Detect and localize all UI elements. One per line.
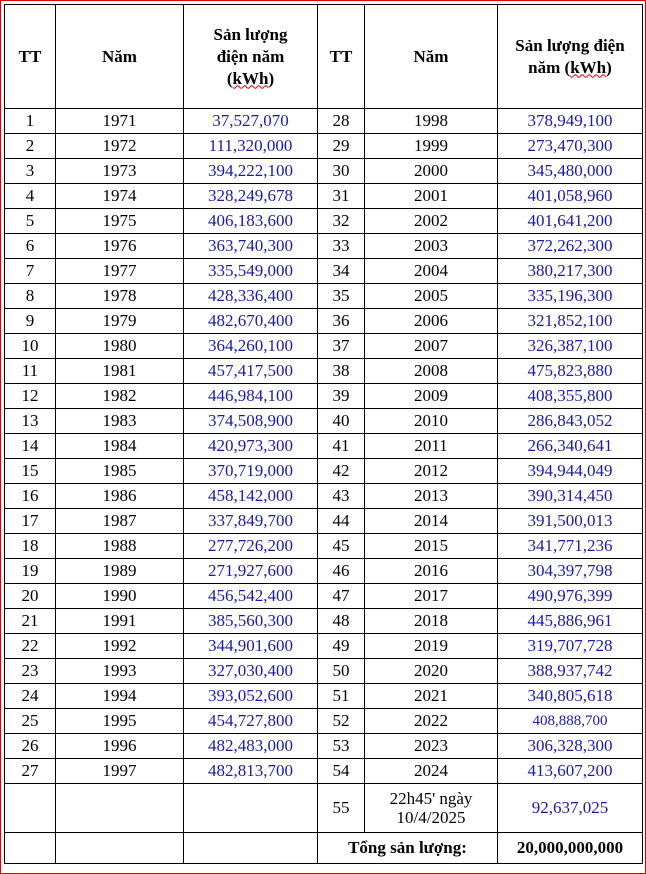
row-year: 1977 [56, 259, 184, 284]
row-tt: 5 [5, 209, 56, 234]
row-year: 1997 [56, 759, 184, 784]
row-year: 1990 [56, 584, 184, 609]
table-row [5, 209, 643, 234]
table-row [5, 284, 643, 309]
row-value: 337,849,700 [184, 509, 318, 534]
table-row [5, 559, 643, 584]
row-year: 1986 [56, 484, 184, 509]
row-tt: 3 [5, 159, 56, 184]
row-year-right: 2005 [365, 284, 498, 309]
table-row [5, 609, 643, 634]
row-year-right: 2004 [365, 259, 498, 284]
row-value: 420,973,300 [184, 434, 318, 459]
row-tt-right: 47 [318, 584, 365, 609]
row-value: 277,726,200 [184, 534, 318, 559]
row-year: 1982 [56, 384, 184, 409]
row-tt-right: 42 [318, 459, 365, 484]
row-value-right: 408,888,700 [498, 709, 643, 734]
row-year: 1981 [56, 359, 184, 384]
table-row [5, 434, 643, 459]
row-value: 393,052,600 [184, 684, 318, 709]
row-value: 457,417,500 [184, 359, 318, 384]
row-tt-right: 41 [318, 434, 365, 459]
row-tt: 8 [5, 284, 56, 309]
row-tt: 11 [5, 359, 56, 384]
row-tt-right: 39 [318, 384, 365, 409]
table-row [5, 459, 643, 484]
row-year: 1993 [56, 659, 184, 684]
header-output-right [498, 5, 643, 109]
row-year-right: 2000 [365, 159, 498, 184]
row-tt: 15 [5, 459, 56, 484]
row-tt: 7 [5, 259, 56, 284]
row-year: 1983 [56, 409, 184, 434]
row-value: 385,560,300 [184, 609, 318, 634]
row-value: 364,260,100 [184, 334, 318, 359]
header-output-right-open: ( [564, 57, 571, 77]
row-year-right: 2018 [365, 609, 498, 634]
row-tt-right: 51 [318, 684, 365, 709]
row-year-right: 2013 [365, 484, 498, 509]
row-tt: 6 [5, 234, 56, 259]
row-value-right: 286,843,052 [498, 409, 643, 434]
total-empty-cell [5, 833, 56, 864]
extra-year [365, 784, 498, 833]
row-year: 1971 [56, 109, 184, 134]
row-year-right: 1999 [365, 134, 498, 159]
table-row [5, 234, 643, 259]
total-empty-cell [56, 833, 184, 864]
row-year-right: 2007 [365, 334, 498, 359]
header-output-line2: điện năm [216, 46, 285, 66]
row-tt: 17 [5, 509, 56, 534]
row-tt: 2 [5, 134, 56, 159]
row-tt: 25 [5, 709, 56, 734]
header-tt-right: TT [318, 5, 365, 109]
table-row [5, 359, 643, 384]
extra-empty-cell [5, 784, 56, 833]
row-value-right: 345,480,000 [498, 159, 643, 184]
row-tt-right: 28 [318, 109, 365, 134]
row-year-right: 2017 [365, 584, 498, 609]
row-year-right: 2002 [365, 209, 498, 234]
row-value: 328,249,678 [184, 184, 318, 209]
row-year: 1979 [56, 309, 184, 334]
row-tt-right: 43 [318, 484, 365, 509]
row-value: 482,813,700 [184, 759, 318, 784]
row-tt: 23 [5, 659, 56, 684]
row-tt-right: 46 [318, 559, 365, 584]
row-value: 370,719,000 [184, 459, 318, 484]
row-year: 1987 [56, 509, 184, 534]
row-tt: 4 [5, 184, 56, 209]
row-tt-right: 49 [318, 634, 365, 659]
row-tt: 20 [5, 584, 56, 609]
row-year-right: 2011 [365, 434, 498, 459]
row-value: 363,740,300 [184, 234, 318, 259]
row-year-right: 2014 [365, 509, 498, 534]
row-tt-right: 48 [318, 609, 365, 634]
row-year-right: 2020 [365, 659, 498, 684]
row-year: 1973 [56, 159, 184, 184]
row-tt: 24 [5, 684, 56, 709]
table-row [5, 334, 643, 359]
row-value: 406,183,600 [184, 209, 318, 234]
row-value-right: 401,058,960 [498, 184, 643, 209]
total-label: Tổng sản lượng: [318, 833, 498, 864]
header-year-right: Năm [365, 5, 498, 109]
row-value: 394,222,100 [184, 159, 318, 184]
row-value: 428,336,400 [184, 284, 318, 309]
row-value-right: 408,355,800 [498, 384, 643, 409]
extra-year-line2: 10/4/2025 [396, 808, 466, 827]
row-tt: 12 [5, 384, 56, 409]
table-row [5, 534, 643, 559]
row-tt-right: 29 [318, 134, 365, 159]
row-year: 1995 [56, 709, 184, 734]
header-output-right-unit: kWh [570, 57, 607, 77]
row-year-right: 2001 [365, 184, 498, 209]
row-year-right: 2010 [365, 409, 498, 434]
row-tt: 1 [5, 109, 56, 134]
row-tt-right: 54 [318, 759, 365, 784]
row-tt: 16 [5, 484, 56, 509]
row-tt: 26 [5, 734, 56, 759]
row-year: 1975 [56, 209, 184, 234]
row-tt: 9 [5, 309, 56, 334]
row-tt-right: 33 [318, 234, 365, 259]
row-tt-right: 31 [318, 184, 365, 209]
table-row [5, 259, 643, 284]
extra-row [5, 784, 643, 833]
row-value-right: 266,340,641 [498, 434, 643, 459]
row-year-right: 2021 [365, 684, 498, 709]
row-year: 1994 [56, 684, 184, 709]
row-value-right: 475,823,880 [498, 359, 643, 384]
row-tt-right: 44 [318, 509, 365, 534]
row-year: 1991 [56, 609, 184, 634]
row-value-right: 340,805,618 [498, 684, 643, 709]
row-value-right: 341,771,236 [498, 534, 643, 559]
row-value-right: 304,397,798 [498, 559, 643, 584]
row-year-right: 2015 [365, 534, 498, 559]
row-year: 1980 [56, 334, 184, 359]
table-row [5, 659, 643, 684]
power-output-table [4, 4, 643, 864]
row-value-right: 391,500,013 [498, 509, 643, 534]
row-value-right: 394,944,049 [498, 459, 643, 484]
row-value: 454,727,800 [184, 709, 318, 734]
table-row [5, 684, 643, 709]
row-value: 271,927,600 [184, 559, 318, 584]
row-tt-right: 50 [318, 659, 365, 684]
table-row [5, 409, 643, 434]
row-value-right: 413,607,200 [498, 759, 643, 784]
row-tt-right: 30 [318, 159, 365, 184]
row-tt: 22 [5, 634, 56, 659]
row-year: 1985 [56, 459, 184, 484]
row-value-right: 326,387,100 [498, 334, 643, 359]
row-year: 1992 [56, 634, 184, 659]
row-value: 335,549,000 [184, 259, 318, 284]
header-output-right-line1: Sản lượng điện [515, 35, 625, 55]
row-value-right: 388,937,742 [498, 659, 643, 684]
row-value-right: 306,328,300 [498, 734, 643, 759]
row-value: 374,508,900 [184, 409, 318, 434]
table-row [5, 309, 643, 334]
table-row [5, 734, 643, 759]
row-year: 1984 [56, 434, 184, 459]
row-year-right: 2012 [365, 459, 498, 484]
row-tt: 18 [5, 534, 56, 559]
row-value-right: 378,949,100 [498, 109, 643, 134]
row-tt-right: 34 [318, 259, 365, 284]
row-year-right: 2024 [365, 759, 498, 784]
header-output-line1: Sản lượng [213, 24, 288, 44]
table-row [5, 184, 643, 209]
row-value: 111,320,000 [184, 134, 318, 159]
row-year: 1974 [56, 184, 184, 209]
row-tt-right: 52 [318, 709, 365, 734]
row-tt: 19 [5, 559, 56, 584]
total-value: 20,000,000,000 [498, 833, 643, 864]
table-row [5, 159, 643, 184]
row-value: 327,030,400 [184, 659, 318, 684]
row-year: 1989 [56, 559, 184, 584]
row-value-right: 319,707,728 [498, 634, 643, 659]
table-row [5, 634, 643, 659]
row-value-right: 273,470,300 [498, 134, 643, 159]
row-year-right: 2003 [365, 234, 498, 259]
row-year-right: 2023 [365, 734, 498, 759]
extra-empty-cell [184, 784, 318, 833]
row-year: 1996 [56, 734, 184, 759]
row-tt-right: 53 [318, 734, 365, 759]
row-tt-right: 36 [318, 309, 365, 334]
extra-empty-cell [56, 784, 184, 833]
table-row [5, 384, 643, 409]
row-value-right: 445,886,961 [498, 609, 643, 634]
total-empty-cell [184, 833, 318, 864]
row-value: 37,527,070 [184, 109, 318, 134]
header-output-open: ( [226, 68, 233, 88]
extra-tt: 55 [318, 784, 365, 833]
row-year-right: 2019 [365, 634, 498, 659]
table-row [5, 584, 643, 609]
row-tt-right: 38 [318, 359, 365, 384]
row-tt: 27 [5, 759, 56, 784]
header-output-right-line2: năm [528, 57, 561, 77]
row-value-right: 490,976,399 [498, 584, 643, 609]
table-row [5, 109, 643, 134]
row-tt: 13 [5, 409, 56, 434]
table-row [5, 709, 643, 734]
row-tt-right: 40 [318, 409, 365, 434]
row-tt: 14 [5, 434, 56, 459]
row-value: 344,901,600 [184, 634, 318, 659]
row-value: 458,142,000 [184, 484, 318, 509]
header-tt: TT [5, 5, 56, 109]
extra-year-line1: 22h45' ngày [389, 789, 473, 808]
table-row [5, 759, 643, 784]
row-tt-right: 35 [318, 284, 365, 309]
row-value: 446,984,100 [184, 384, 318, 409]
row-tt-right: 37 [318, 334, 365, 359]
row-year-right: 2009 [365, 384, 498, 409]
row-year: 1976 [56, 234, 184, 259]
table-row [5, 509, 643, 534]
row-value-right: 380,217,300 [498, 259, 643, 284]
row-year: 1978 [56, 284, 184, 309]
row-value: 482,670,400 [184, 309, 318, 334]
header-output-unit: kWh [232, 68, 269, 88]
row-year-right: 2006 [365, 309, 498, 334]
header-output [184, 5, 318, 109]
header-output-close: ) [268, 68, 275, 88]
row-year-right: 2022 [365, 709, 498, 734]
header-output-right-close: ) [606, 57, 612, 77]
row-year: 1972 [56, 134, 184, 159]
header-row [5, 5, 643, 109]
row-value-right: 390,314,450 [498, 484, 643, 509]
row-tt: 21 [5, 609, 56, 634]
row-tt: 10 [5, 334, 56, 359]
row-tt-right: 32 [318, 209, 365, 234]
header-year: Năm [56, 5, 184, 109]
row-value-right: 321,852,100 [498, 309, 643, 334]
row-value: 456,542,400 [184, 584, 318, 609]
row-tt-right: 45 [318, 534, 365, 559]
row-value-right: 372,262,300 [498, 234, 643, 259]
row-year-right: 1998 [365, 109, 498, 134]
row-value-right: 335,196,300 [498, 284, 643, 309]
row-value-right: 401,641,200 [498, 209, 643, 234]
row-year: 1988 [56, 534, 184, 559]
row-year-right: 2008 [365, 359, 498, 384]
row-value: 482,483,000 [184, 734, 318, 759]
row-year-right: 2016 [365, 559, 498, 584]
table-row [5, 134, 643, 159]
table-row [5, 484, 643, 509]
extra-value: 92,637,025 [498, 784, 643, 833]
total-row [5, 833, 643, 864]
